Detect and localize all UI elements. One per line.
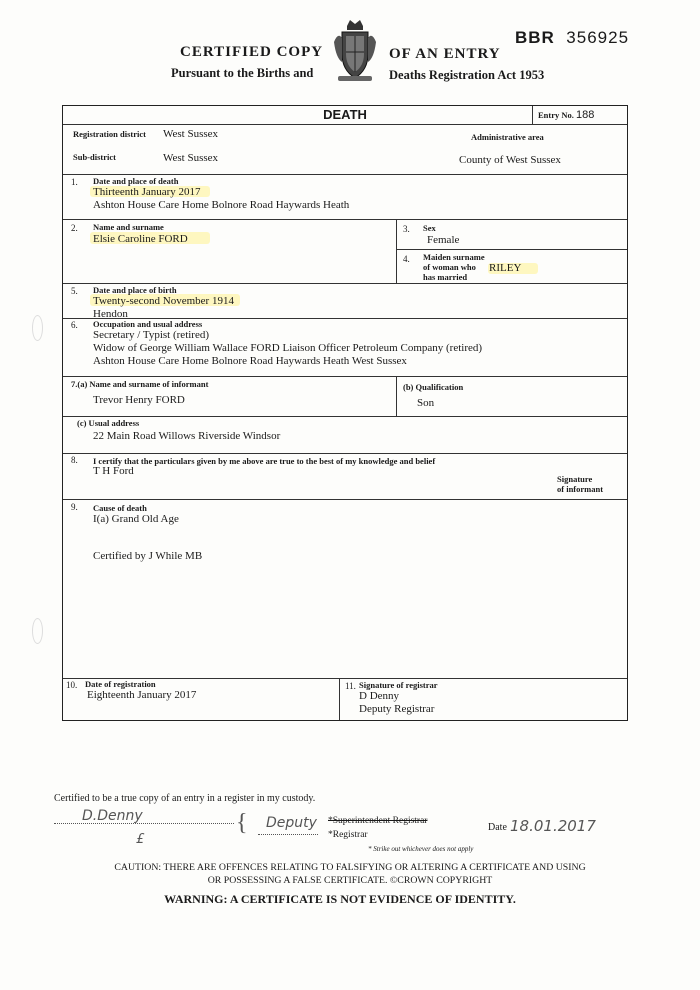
title-left: CERTIFIED COPY	[180, 44, 324, 60]
entry-label: Entry No.	[538, 110, 574, 120]
capacity-handwritten: Deputy	[266, 815, 317, 831]
crest-icon	[330, 18, 380, 86]
field-number: 9.	[71, 502, 78, 512]
warning-text: WARNING: A CERTIFICATE IS NOT EVIDENCE OF IDENTITY.	[164, 892, 516, 906]
admin-area-label: Administrative area	[471, 132, 544, 142]
name-surname-label: Name and surname	[93, 222, 164, 232]
occupation-label: Occupation and usual address	[93, 319, 203, 329]
certified-statement: Certified to be a true copy of an entry in a register in my custody.	[54, 793, 316, 804]
bracket: {	[236, 810, 248, 836]
death-date: Thirteenth January 2017	[93, 186, 201, 198]
birth-place: Hendon	[93, 308, 128, 320]
occupation: Secretary / Typist (retired)	[93, 329, 210, 341]
birth-date: Twenty-second November 1914	[93, 295, 234, 307]
informant-address-label: (c) Usual address	[77, 418, 140, 428]
death-place: Ashton House Care Home Bolnore Road Haywards Heath	[93, 199, 350, 211]
caution-line-2: OR POSSESSING A FALSE CERTIFICATE. ©CROWN COPYRIGHT	[207, 875, 493, 886]
field-number: 3.	[403, 224, 410, 234]
field-number: 1.	[71, 177, 78, 187]
cause-of-death-label: Cause of death	[93, 503, 147, 513]
informant-name: Trevor Henry FORD	[93, 394, 185, 406]
reg-district-value: West Sussex	[163, 128, 219, 140]
field-number: 8.	[71, 455, 78, 465]
field-number: 4.	[403, 254, 410, 264]
informant-signature: T H Ford	[93, 465, 134, 477]
date-label: Date	[488, 822, 507, 833]
sub-district-label: Sub-district	[73, 152, 116, 162]
field-number: 5.	[71, 286, 78, 296]
punch-hole	[32, 315, 43, 341]
death-entry-form	[62, 105, 628, 721]
field-number: 6.	[71, 320, 78, 330]
death-date-place-label: Date and place of death	[93, 176, 179, 186]
registrar-title: Deputy Registrar	[359, 703, 435, 715]
serial-prefix: BBR	[515, 28, 555, 47]
reg-district-label: Registration district	[73, 129, 146, 139]
registration-date-label: Date of registration	[85, 679, 156, 689]
signature-label-2: of informant	[557, 484, 604, 494]
cause-of-death: I(a) Grand Old Age	[93, 513, 179, 525]
superintendent-option: *Superintendent Registrar	[328, 816, 428, 826]
certifier-signature: D.Denny	[82, 808, 143, 824]
field-number: 2.	[71, 223, 78, 233]
birth-date-place-label: Date and place of birth	[93, 285, 177, 295]
subtitle-right: Deaths Registration Act 1953	[389, 68, 545, 82]
title-right: OF AN ENTRY	[389, 46, 501, 62]
certify-label: I certify that the particulars given by me above are true to the best of my knowledge and belief	[93, 456, 436, 466]
informant-label: 7.(a) Name and surname of informant	[71, 379, 209, 389]
registrar-name: D Denny	[359, 690, 400, 702]
maiden-surname-label: Maiden surname	[423, 252, 485, 262]
registration-date: Eighteenth January 2017	[87, 689, 197, 701]
informant-address: 22 Main Road Willows Riverside Windsor	[93, 430, 281, 442]
qualification-value: Son	[417, 397, 435, 409]
admin-area-value: County of West Sussex	[459, 154, 561, 166]
entry-value: 188	[576, 109, 595, 121]
maiden-surname-label-3: has married	[423, 272, 468, 282]
caution-line-1: CAUTION: THERE ARE OFFENCES RELATING TO FALSIFYING OR ALTERING A CERTIFICATE AND USING	[114, 862, 586, 873]
serial-number	[515, 28, 629, 48]
field-number: 11.	[345, 681, 356, 691]
registrar-option: *Registrar	[328, 830, 368, 840]
strike-note: * Strike out whichever does not apply	[368, 845, 474, 853]
usual-address: Ashton House Care Home Bolnore Road Haywards Heath West Sussex	[93, 355, 407, 367]
entry-number	[538, 109, 594, 121]
subtitle-left: Pursuant to the Births and	[171, 66, 314, 80]
sex-value: Female	[427, 234, 460, 246]
signature-flourish: £	[136, 832, 145, 847]
punch-hole	[32, 618, 43, 644]
widow-of: Widow of George William Wallace FORD Liaison Officer Petroleum Company (retired)	[93, 342, 483, 354]
signature-label: Signature	[557, 474, 593, 484]
maiden-surname-value: RILEY	[489, 262, 522, 274]
qualification-label: (b) Qualification	[403, 382, 464, 392]
date-handwritten: 18.01.2017	[510, 817, 596, 835]
sex-label: Sex	[423, 223, 436, 233]
certified-by: Certified by J While MB	[93, 550, 203, 562]
sub-district-value: West Sussex	[163, 152, 219, 164]
deceased-name: Elsie Caroline FORD	[93, 233, 188, 245]
maiden-surname-label-2: of woman who	[423, 262, 476, 272]
registrar-signature-label: Signature of registrar	[359, 680, 438, 690]
form-type: DEATH	[323, 107, 367, 122]
field-number: 10.	[66, 680, 78, 690]
serial-digits: 356925	[566, 28, 630, 47]
